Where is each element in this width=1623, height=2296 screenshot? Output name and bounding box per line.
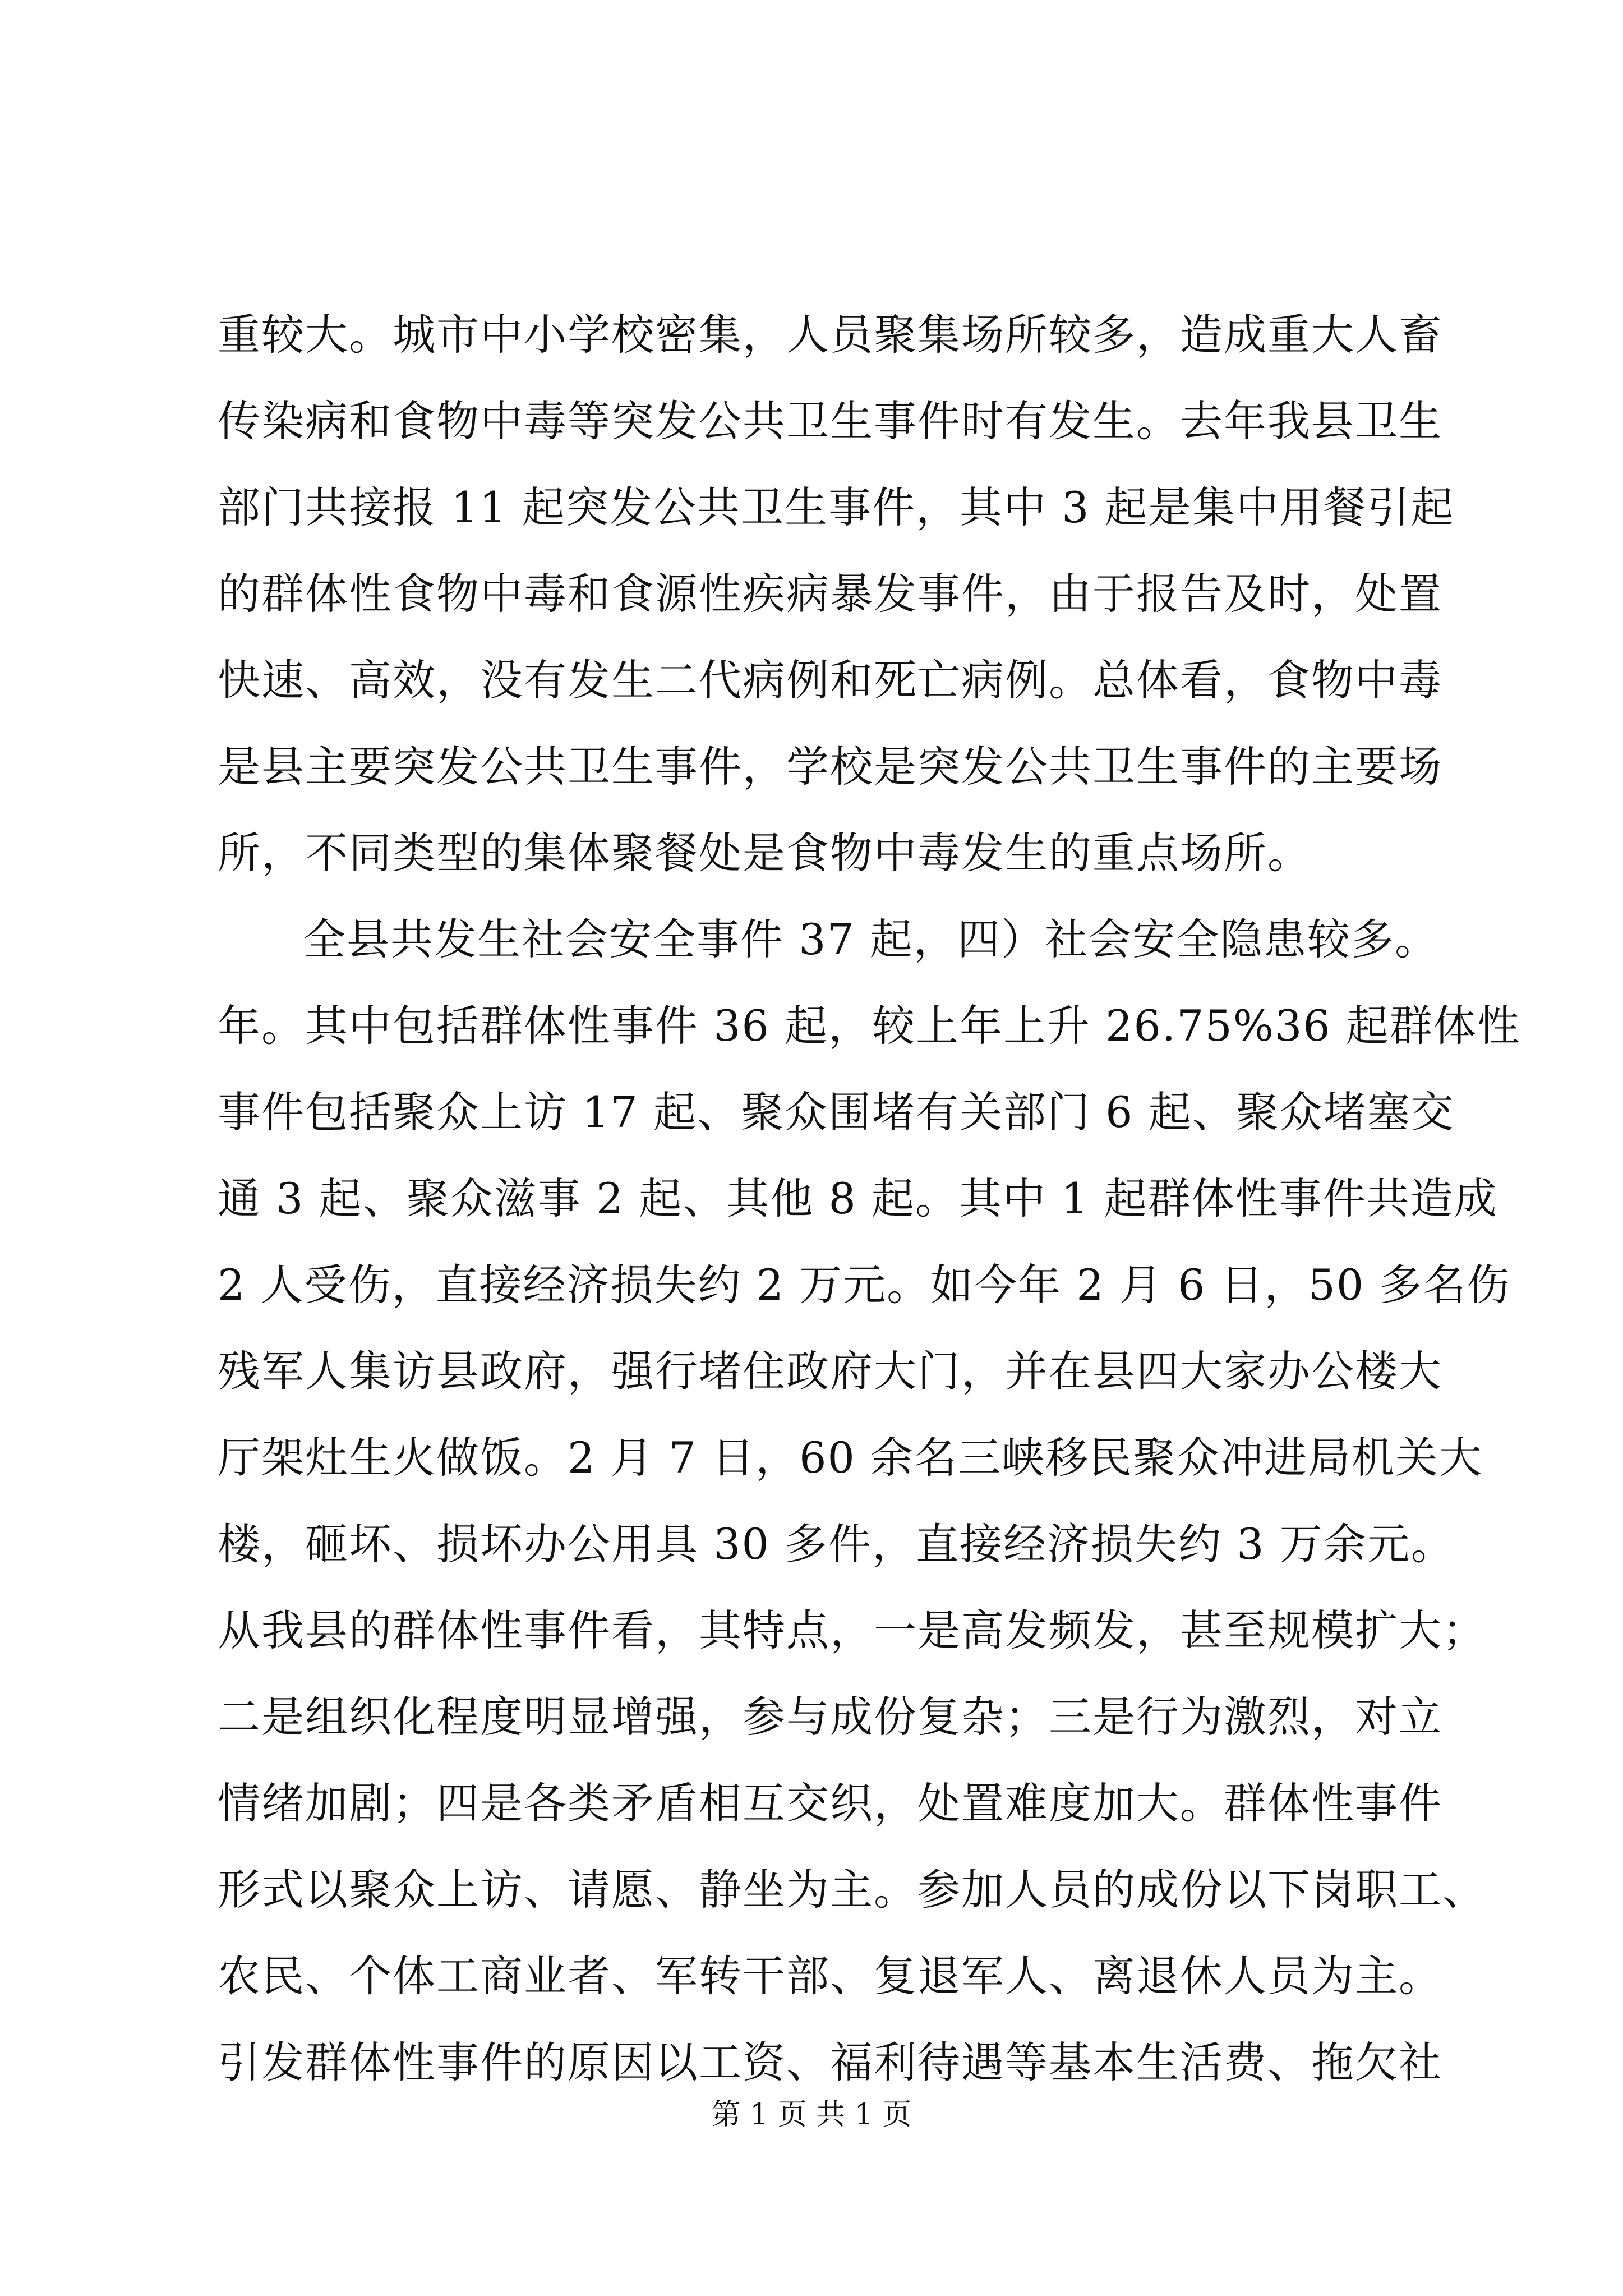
- text-line: 传染病和食物中毒等突发公共卫生事件时有发生。去年我县卫生: [218, 396, 1442, 446]
- text-line: 形式以聚众上访、请愿、静坐为主。参加人员的成份以下岗职工、: [218, 1865, 1486, 1915]
- body-text: [218, 292, 1521, 2106]
- text-line: 二是组织化程度明显增强，参与成份复杂；三是行为激烈，对立: [218, 1692, 1442, 1742]
- text-line: 情绪加剧；四是各类矛盾相互交织，处置难度加大。群体性事件: [218, 1778, 1442, 1828]
- text-line: 厅架灶生火做饭。2 月 7 日，60 余名三峡移民聚众冲进局机关大: [218, 1433, 1483, 1483]
- text-line: 快速、高效，没有发生二代病例和死亡病例。总体看，食物中毒: [218, 655, 1442, 705]
- page-number-footer: 第 1 页 共 1 页: [711, 2098, 912, 2132]
- text-line: 楼，砸坏、损坏办公用具 30 多件，直接经济损失约 3 万余元。: [218, 1519, 1455, 1569]
- text-line: 年。其中包括群体性事件 36 起，较上年上升 26.75%36 起群体性: [218, 1001, 1521, 1051]
- text-line: 事件包括聚众上访 17 起、聚众围堵有关部门 6 起、聚众堵塞交: [218, 1087, 1455, 1137]
- text-line: 农民、个体工商业者、军转干部、复退军人、离退休人员为主。: [218, 1951, 1442, 2001]
- text-line: 残军人集访县政府，强行堵住政府大门，并在县四大家办公楼大: [218, 1346, 1442, 1396]
- text-line: 重较大。城市中小学校密集，人员聚集场所较多，造成重大人畜: [218, 310, 1442, 360]
- text-line: 2 人受伤，直接经济损失约 2 万元。如今年 2 月 6 日，50 多名伤: [218, 1260, 1511, 1310]
- text-line: 是县主要突发公共卫生事件，学校是突发公共卫生事件的主要场: [218, 742, 1442, 792]
- text-line: 所，不同类型的集体聚餐处是食物中毒发生的重点场所。: [218, 828, 1311, 878]
- text-line: 通 3 起、聚众滋事 2 起、其他 8 起。其中 1 起群体性事件共造成: [218, 1174, 1498, 1223]
- paragraph-first-line: 全县共发生社会安全事件 37 起，四）社会安全隐患较多。: [303, 914, 1439, 964]
- text-line: 从我县的群体性事件看，其特点，一是高发频发，甚至规模扩大；: [218, 1605, 1486, 1655]
- text-line: 引发群体性事件的原因以工资、福利待遇等基本生活费、拖欠社: [218, 2037, 1442, 2087]
- text-line: 部门共接报 11 起突发公共卫生事件，其中 3 起是集中用餐引起: [218, 482, 1455, 532]
- text-line: 的群体性食物中毒和食源性疾病暴发事件，由于报告及时，处置: [218, 569, 1442, 619]
